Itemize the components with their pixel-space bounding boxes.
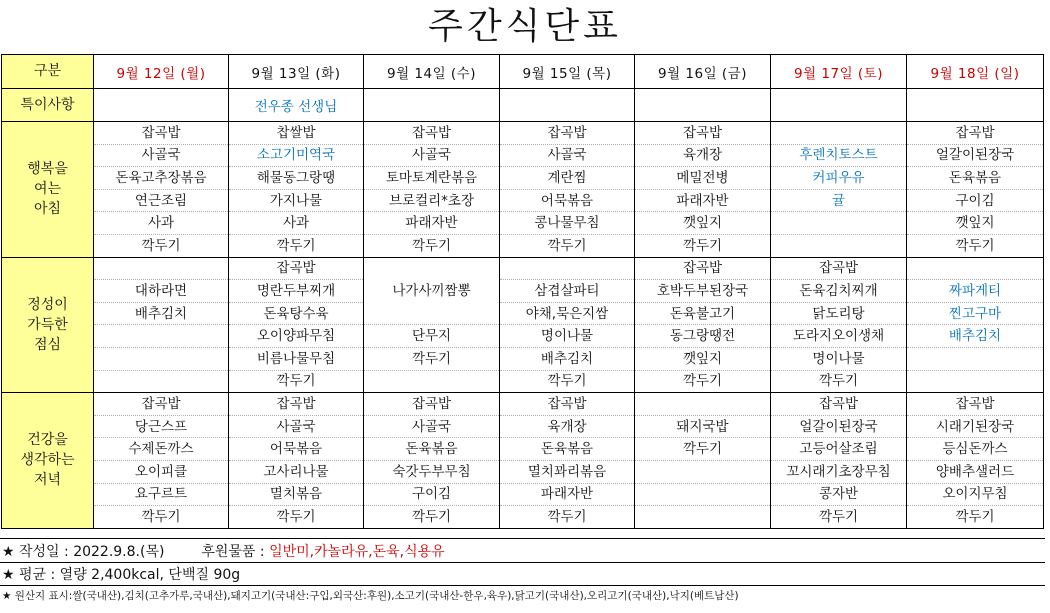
day-header: 9월 16일 (금): [635, 55, 771, 89]
menu-item: 삼겹살파티: [500, 280, 635, 303]
menu-item: 깍두기: [635, 370, 771, 393]
menu-item: 고사리나물: [229, 460, 364, 483]
lunch-label-line: 정성이: [27, 296, 68, 313]
menu-item: 야채,묵은지쌈: [500, 302, 635, 325]
lunch-label: [2, 257, 94, 393]
menu-item: 잡곡밥: [229, 393, 364, 416]
menu-item: 메밀전병: [635, 167, 771, 190]
day-header: 9월 12일 (월): [94, 55, 229, 89]
menu-item: 깍두기: [229, 506, 364, 529]
menu-item: [907, 347, 1044, 370]
day-header: 9월 14일 (수): [364, 55, 500, 89]
special-note-cell: [771, 89, 907, 122]
menu-item: [907, 257, 1044, 280]
menu-item: 배추김치: [907, 325, 1044, 348]
menu-item: 멸치볶음: [229, 483, 364, 506]
written-date: ★ 작성일 : 2022.9.8.(목): [2, 544, 165, 560]
menu-item: 어묵볶음: [229, 438, 364, 461]
menu-item: [635, 483, 771, 506]
menu-item: 대하라면: [94, 280, 229, 303]
menu-item: 토마토계란볶음: [364, 167, 500, 190]
day-header: 9월 17일 (토): [771, 55, 907, 89]
menu-item: 멸치꽈리볶음: [500, 460, 635, 483]
dinner-row: [2, 506, 1044, 529]
menu-item: 등심돈까스: [907, 438, 1044, 461]
menu-item: 브로컬리*초장: [364, 189, 500, 212]
dinner-row: [2, 438, 1044, 461]
menu-item: 잡곡밥: [229, 257, 364, 280]
menu-item: 찹쌀밥: [229, 122, 364, 145]
menu-item: 수제돈까스: [94, 438, 229, 461]
dinner-row: [2, 415, 1044, 438]
menu-item: 파래자반: [635, 189, 771, 212]
dinner-label: [2, 393, 94, 529]
menu-item: 연근조림: [94, 189, 229, 212]
menu-item: 사골국: [500, 144, 635, 167]
breakfast-label-line: 여는: [33, 181, 62, 198]
menu-item: 계란찜: [500, 167, 635, 190]
menu-item: 배추김치: [94, 302, 229, 325]
menu-item: 잡곡밥: [907, 393, 1044, 416]
lunch-label-line: 가득한: [27, 316, 68, 333]
day-header: 9월 18일 (일): [907, 55, 1044, 89]
menu-item: 파래자반: [364, 212, 500, 235]
menu-item: [771, 122, 907, 145]
menu-item: 찐고구마: [907, 302, 1044, 325]
lunch-row: [2, 257, 1044, 280]
menu-item: 얼갈이된장국: [907, 144, 1044, 167]
breakfast-label-line: 행복을: [27, 161, 68, 178]
menu-item: 깍두기: [94, 234, 229, 257]
menu-item: 짜파게티: [907, 280, 1044, 303]
lunch-row: [2, 347, 1044, 370]
menu-item: [94, 370, 229, 393]
menu-item: [364, 370, 500, 393]
menu-item: 요구르트: [94, 483, 229, 506]
breakfast-row: [2, 167, 1044, 190]
menu-item: 사과: [94, 212, 229, 235]
menu-item: 깍두기: [907, 506, 1044, 529]
menu-item: 구이김: [364, 483, 500, 506]
menu-item: 돈육김치찌개: [771, 280, 907, 303]
menu-item: 사골국: [364, 144, 500, 167]
breakfast-label: [2, 122, 94, 258]
breakfast-row: [2, 144, 1044, 167]
menu-item: 잡곡밥: [771, 257, 907, 280]
menu-item: 돈육고추장볶음: [94, 167, 229, 190]
menu-item: 잡곡밥: [635, 122, 771, 145]
dinner-label-line: 저녁: [33, 472, 62, 489]
menu-item: 깍두기: [229, 234, 364, 257]
menu-item: 깍두기: [771, 506, 907, 529]
menu-item: [771, 234, 907, 257]
menu-item: 잡곡밥: [94, 122, 229, 145]
menu-item: 비름나물무침: [229, 347, 364, 370]
dinner-label-line: 생각하는: [20, 452, 75, 469]
menu-item: 사과: [229, 212, 364, 235]
lunch-row: [2, 325, 1044, 348]
menu-item: 잡곡밥: [500, 122, 635, 145]
menu-item: 호박두부된장국: [635, 280, 771, 303]
menu-item: 콩자반: [771, 483, 907, 506]
menu-item: 깻잎지: [635, 212, 771, 235]
menu-item: 잡곡밥: [771, 393, 907, 416]
menu-item: 깍두기: [364, 506, 500, 529]
menu-item: [635, 393, 771, 416]
average-nutrition: ★ 평균 : 열량 2,400kcal, 단백질 90g: [2, 567, 241, 583]
menu-item: 깍두기: [500, 234, 635, 257]
menu-item: 커피우유: [771, 167, 907, 190]
footer-divider: [0, 585, 1045, 586]
origin-notice: ★ 원산지 표시:쌀(국내산),김치(고추가루,국내산),돼지고기(국내산:구입,외국산:후원),소고기(국내산-한우,육우),닭고기(국내산),오리고기(국내산),낙지(베트남산): [2, 590, 739, 602]
breakfast-label-line: 아침: [33, 201, 62, 218]
menu-item: 돼지국밥: [635, 415, 771, 438]
menu-item: 돈육불고기: [635, 302, 771, 325]
lunch-row: [2, 370, 1044, 393]
menu-item: 깻잎지: [635, 347, 771, 370]
menu-item: 가지나물: [229, 189, 364, 212]
menu-item: 육개장: [635, 144, 771, 167]
menu-item: 명이나물: [771, 347, 907, 370]
special-note-cell: [635, 89, 771, 122]
menu-item: 명란두부찌개: [229, 280, 364, 303]
lunch-row: [2, 280, 1044, 303]
donation-label: 후원물품 :: [201, 544, 265, 560]
dinner-label-line: 건강을: [27, 432, 68, 449]
menu-item: 동그랑땡전: [635, 325, 771, 348]
menu-item: 명이나물: [500, 325, 635, 348]
menu-item: 사골국: [229, 415, 364, 438]
menu-item: 후렌치토스트: [771, 144, 907, 167]
menu-item: 깍두기: [229, 370, 364, 393]
dinner-row: [2, 393, 1044, 416]
menu-item: 오이양파무침: [229, 325, 364, 348]
menu-item: 잡곡밥: [500, 393, 635, 416]
breakfast-row: [2, 234, 1044, 257]
special-notes-row: [2, 89, 1044, 122]
menu-item: 돈육볶음: [364, 438, 500, 461]
breakfast-row: [2, 189, 1044, 212]
lunch-label-line: 점심: [33, 336, 62, 353]
menu-item: 구이김: [907, 189, 1044, 212]
weekly-menu-table: [1, 54, 1044, 529]
menu-item: 양배추샐러드: [907, 460, 1044, 483]
menu-item: 깍두기: [635, 438, 771, 461]
menu-item: 나가사끼짬뽕: [364, 257, 500, 325]
day-header: 9월 15일 (목): [500, 55, 635, 89]
menu-item: 깻잎지: [907, 212, 1044, 235]
menu-item: 깍두기: [771, 370, 907, 393]
menu-item: 파래자반: [500, 483, 635, 506]
menu-item: [94, 347, 229, 370]
menu-item: 당근스프: [94, 415, 229, 438]
menu-item: 깍두기: [907, 234, 1044, 257]
menu-item: 잡곡밥: [635, 257, 771, 280]
footer-divider: [0, 538, 1045, 539]
menu-item: 돈육탕수육: [229, 302, 364, 325]
menu-item: [635, 506, 771, 529]
menu-item: 오이피클: [94, 460, 229, 483]
special-notes-label: 특이사항: [2, 89, 94, 122]
donation-items: 일반미,카놀라유,돈육,식용유: [269, 544, 445, 560]
dinner-row: [2, 483, 1044, 506]
menu-item: 고등어살조림: [771, 438, 907, 461]
menu-item: 단무지: [364, 325, 500, 348]
lunch-row: [2, 302, 1044, 325]
menu-item: [500, 257, 635, 280]
menu-item: 잡곡밥: [364, 122, 500, 145]
menu-item: [94, 325, 229, 348]
menu-item: 귤: [771, 189, 907, 212]
menu-item: 도라지오이생채: [771, 325, 907, 348]
menu-item: 깍두기: [94, 506, 229, 529]
dinner-row: [2, 460, 1044, 483]
menu-item: 깍두기: [364, 347, 500, 370]
menu-item: 콩나물무침: [500, 212, 635, 235]
written-date-line: [2, 541, 445, 561]
menu-item: 깍두기: [635, 234, 771, 257]
menu-item: 배추김치: [500, 347, 635, 370]
menu-item: [635, 460, 771, 483]
menu-item: 사골국: [364, 415, 500, 438]
menu-item: [907, 370, 1044, 393]
menu-item: 사골국: [94, 144, 229, 167]
menu-item: 숙갓두부무침: [364, 460, 500, 483]
special-note-cell: [907, 89, 1044, 122]
special-note-cell: 전우종 선생님: [229, 89, 364, 122]
page-title: 주간식단표: [428, 6, 622, 47]
special-note-cell: [500, 89, 635, 122]
breakfast-row: [2, 212, 1044, 235]
category-header: 구분: [2, 55, 94, 89]
menu-item: 깍두기: [500, 506, 635, 529]
menu-item: 닭도리탕: [771, 302, 907, 325]
menu-item: 돈육볶음: [500, 438, 635, 461]
breakfast-row: [2, 122, 1044, 145]
special-note-cell: [94, 89, 229, 122]
menu-item: 꼬시래기초장무침: [771, 460, 907, 483]
menu-item: [94, 257, 229, 280]
header-row: [2, 55, 1044, 89]
menu-item: 잡곡밥: [907, 122, 1044, 145]
menu-item: [771, 212, 907, 235]
menu-item: 해물동그랑땡: [229, 167, 364, 190]
menu-item: 깍두기: [364, 234, 500, 257]
menu-item: 어묵볶음: [500, 189, 635, 212]
footer-divider: [0, 562, 1045, 563]
menu-item: 소고기미역국: [229, 144, 364, 167]
day-header: 9월 13일 (화): [229, 55, 364, 89]
menu-item: 오이지무침: [907, 483, 1044, 506]
menu-item: 잡곡밥: [364, 393, 500, 416]
menu-item: 육개장: [500, 415, 635, 438]
menu-item: 시래기된장국: [907, 415, 1044, 438]
menu-item: 잡곡밥: [94, 393, 229, 416]
menu-item: 깍두기: [500, 370, 635, 393]
menu-item: 돈육볶음: [907, 167, 1044, 190]
menu-item: 얼갈이된장국: [771, 415, 907, 438]
special-note-cell: [364, 89, 500, 122]
